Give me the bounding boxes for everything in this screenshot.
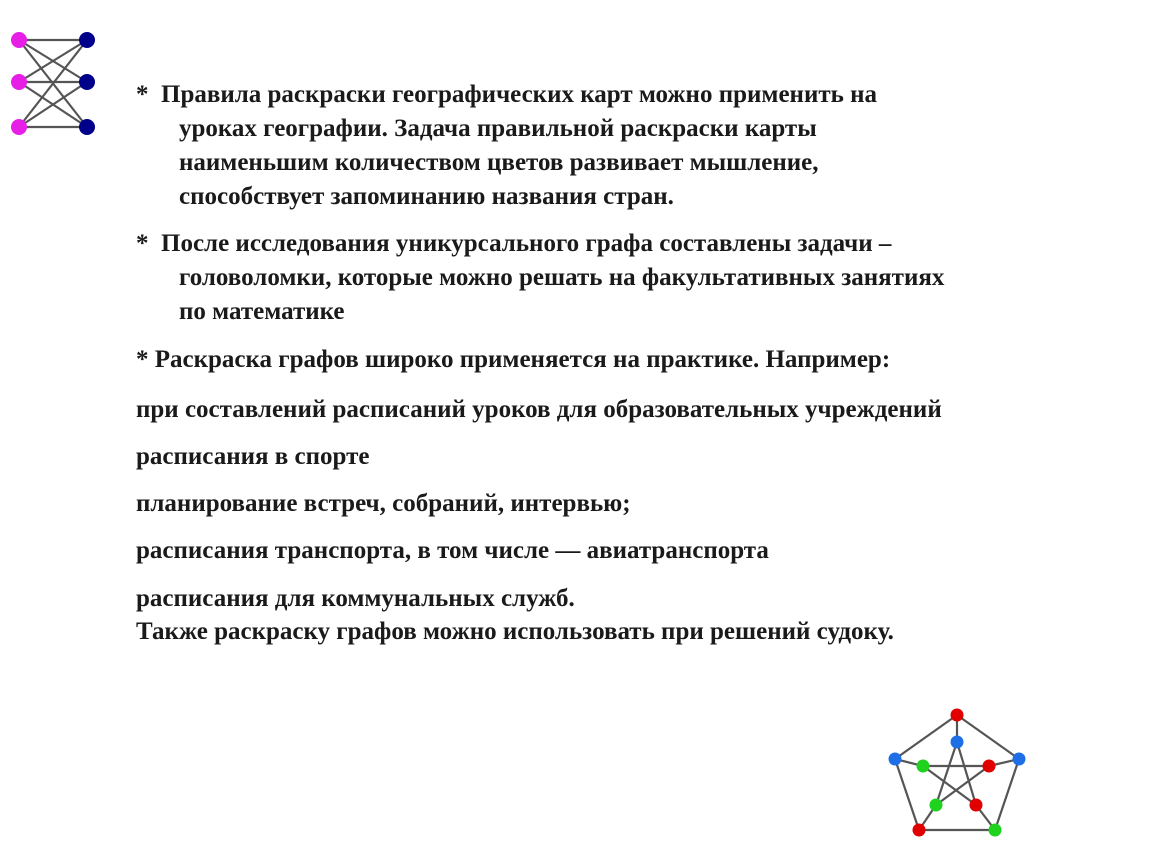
bullet-marker: *: [136, 230, 149, 257]
bullet-line: способствует запоминанию названия стран.: [179, 183, 674, 210]
petersen-edges: [895, 715, 1019, 830]
bullet-line: уроках географии. Задача правильной раскраски карты: [179, 115, 817, 142]
usage-item: планирование встреч, собраний, интервью;: [136, 490, 631, 517]
bullet-line: головоломки, которые можно решать на факультативных занятиях: [179, 264, 945, 291]
bullet-line: по математике: [179, 298, 345, 325]
bullet-marker: *: [136, 81, 149, 108]
usage-item: расписания в спорте: [136, 443, 370, 470]
usage-item: расписания для коммунальных служб.: [136, 585, 575, 612]
usage-item: при составлений расписаний уроков для образовательных учреждений: [136, 396, 942, 423]
bipartite-edges: [19, 40, 87, 127]
bullet-line: После исследования уникурсального графа составлены задачи –: [161, 230, 892, 257]
usage-item: расписания транспорта, в том числе — авиатранспорта: [136, 537, 769, 564]
bullet-unicursal-graph: [136, 227, 944, 329]
bullet-line: Правила раскраски географических карт можно применить на: [161, 81, 878, 108]
usage-heading: * Раскраска графов широко применяется на практике. Например:: [136, 346, 891, 373]
usage-footer: Также раскраску графов можно использовать при решений судоку.: [136, 618, 894, 645]
bullet-map-coloring: [136, 78, 877, 214]
bipartite-graph-icon: [6, 24, 118, 148]
bullet-line: наименьшим количеством цветов развивает мышление,: [179, 149, 819, 176]
petersen-graph-icon: [878, 702, 1038, 848]
